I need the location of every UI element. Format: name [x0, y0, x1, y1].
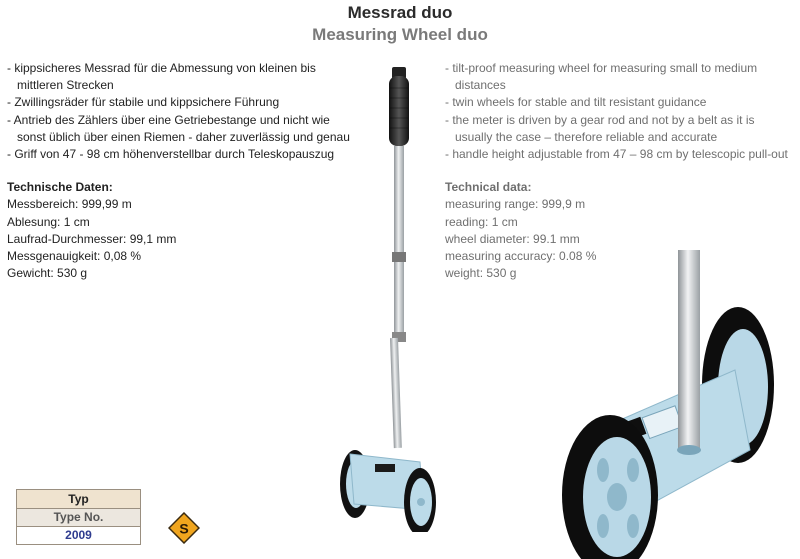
- feature-bullet: - Antrieb des Zählers über eine Getriebestange und nicht wie sonst üblich über einen Riemen - daher zuverlässig und genau: [7, 112, 350, 144]
- feature-bullet: - tilt-proof measuring wheel for measuring small to medium distances: [445, 61, 758, 93]
- spec-line: Messgenauigkeit: 0,08 %: [7, 249, 142, 264]
- feature-bullet: - twin wheels for stable and tilt resistant guidance: [445, 95, 707, 110]
- german-column: [7, 60, 352, 282]
- feature-bullet: - handle height adjustable from 47 – 98 cm by telescopic pull-out: [445, 147, 788, 162]
- spec-line: wheel diameter: 99.1 mm: [445, 231, 580, 246]
- title-german: Messrad duo: [347, 3, 453, 22]
- product-photo-closeup: [560, 250, 800, 559]
- feature-bullet: - Zwillingsräder für stabile und kippsichere Führung: [7, 95, 280, 110]
- s-badge-icon: [168, 512, 200, 544]
- product-photo-full: [320, 62, 450, 532]
- feature-bullet: - Griff von 47 - 98 cm höhenverstellbar durch Teleskopauszug: [7, 147, 335, 162]
- type-label-de: Typ: [16, 489, 141, 509]
- tech-data-heading: Technical data:: [445, 180, 532, 195]
- badge-letter: S: [179, 520, 189, 537]
- type-label-en: Type No.: [16, 509, 141, 526]
- spec-line: Ablesung: 1 cm: [7, 214, 90, 229]
- feature-bullet: - the meter is driven by a gear rod and not by a belt as it is usually the case – therefore reliable and accurate: [445, 112, 755, 144]
- type-number-box: [16, 489, 141, 545]
- spec-line: Gewicht: 530 g: [7, 266, 88, 281]
- spec-line: Messbereich: 999,99 m: [7, 197, 132, 212]
- title-english: Measuring Wheel duo: [312, 25, 488, 44]
- tech-data-heading: Technische Daten:: [7, 180, 113, 195]
- spec-line: measuring accuracy: 0.08 %: [445, 249, 597, 264]
- spec-line: weight: 530 g: [445, 266, 517, 281]
- spec-line: Laufrad-Durchmesser: 99,1 mm: [7, 231, 177, 246]
- type-number: 2009: [16, 526, 141, 545]
- feature-bullet: - kippsicheres Messrad für die Abmessung von kleinen bis mittleren Strecken: [7, 61, 316, 93]
- spec-line: measuring range: 999,9 m: [445, 197, 586, 212]
- spec-line: reading: 1 cm: [445, 214, 518, 229]
